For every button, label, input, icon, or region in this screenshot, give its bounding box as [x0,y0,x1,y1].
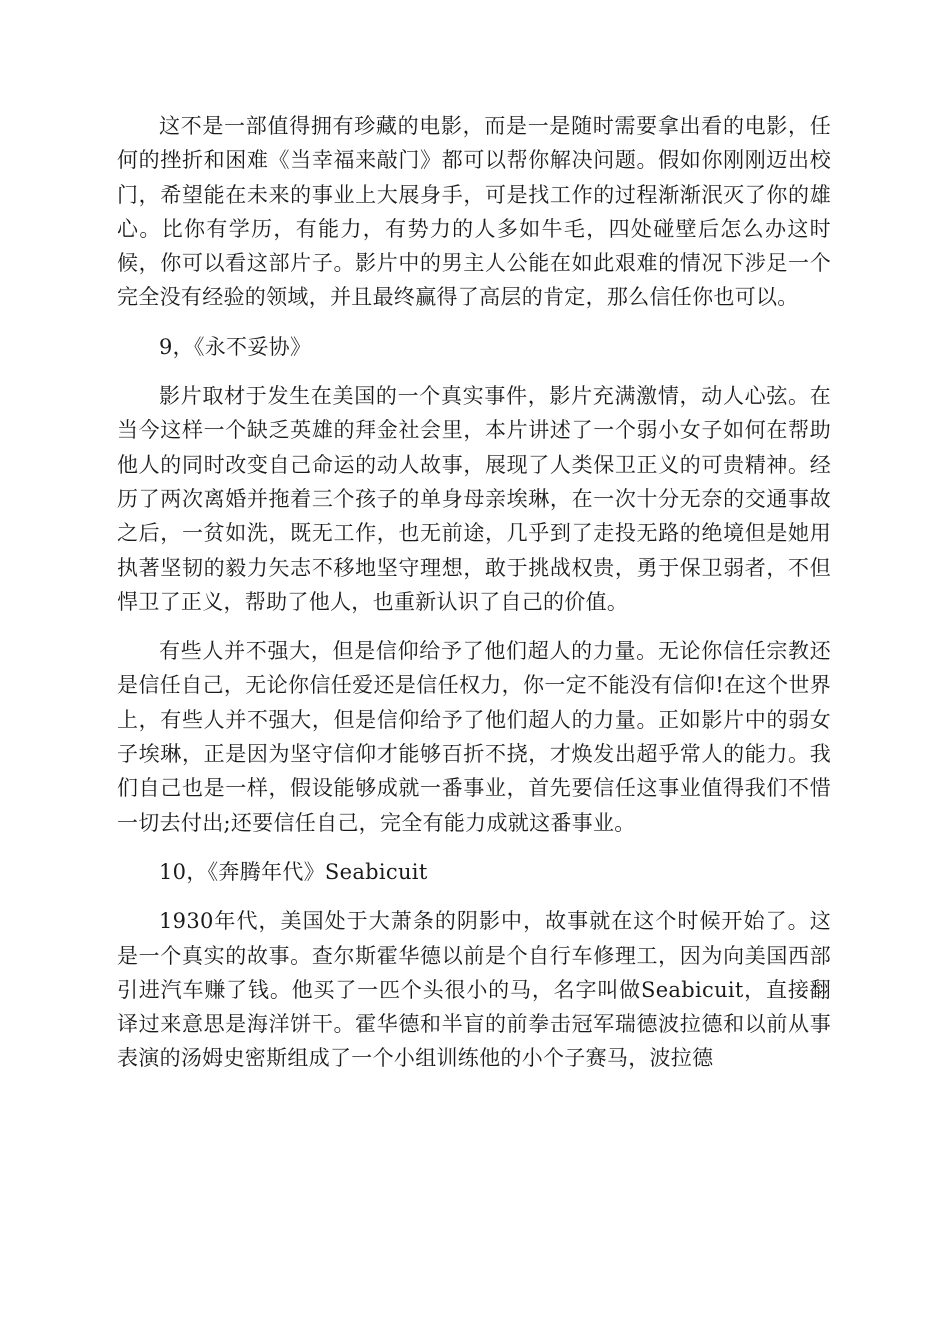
section-heading-seabiscuit: 10，《奔腾年代》Seabicuit [159,859,428,884]
paragraph-pursuit-of-happyness-review: 这不是一部值得拥有珍藏的电影，而是一是随时需要拿出看的电影，任何的挫折和困难《当幸福来敲门》都可以帮你解决问题。假如你刚刚迈出校门，希望能在未来的事业上大展身手，可是找工作的过程渐渐泯灭了你的雄心。比你有学历，有能力，有势力的人多如牛毛，四处碰壁后怎么办这时候，你可以看这部片子。影片中的男主人公能在如此艰难的情况下涉足一个完全没有经验的领域，并且最终赢得了高层的肯定，那么信任你也可以。 [117,114,831,310]
paragraph-seabiscuit-synopsis: 1930年代，美国处于大萧条的阴影中，故事就在这个时候开始了。这是一个真实的故事。查尔斯霍华德以前是个自行车修理工，因为向美国西部引进汽车赚了钱。他买了一匹个头很小的马，名字叫做Seabicuit，直接翻译过来意思是海洋饼干。霍华德和半盲的前拳击冠军瑞德波拉德和以前从事表演的汤姆史密斯组成了一个小组训练他的小个子赛马，波拉德 [117,909,831,1071]
section-heading-erin-brockovich: 9，《永不妥协》 [159,334,312,359]
document-body [117,109,831,1091]
paragraph-erin-brockovich-synopsis: 影片取材于发生在美国的一个真实事件，影片充满激情，动人心弦。在当今这样一个缺乏英雄的拜金社会里，本片讲述了一个弱小女子如何在帮助他人的同时改变自己命运的动人故事，展现了人类保卫正义的可贵精神。经历了两次离婚并拖着三个孩子的单身母亲埃琳，在一次十分无奈的交通事故之后，一贫如洗，既无工作，也无前途，几乎到了走投无路的绝境但是她用执著坚韧的毅力矢志不移地坚守理想，敢于挑战权贵，勇于保卫弱者，不但悍卫了正义，帮助了他人，也重新认识了自己的价值。 [117,384,831,614]
paragraph-faith-reflection: 有些人并不强大，但是信仰给予了他们超人的力量。无论你信任宗教还是信任自己，无论你信任爱还是信任权力，你一定不能没有信仰!在这个世界上，有些人并不强大，但是信仰给予了他们超人的力量。正如影片中的弱女子埃琳，正是因为坚守信仰才能够百折不挠，才焕发出超乎常人的能力。我们自己也是一样，假设能够成就一番事业，首先要信任这事业值得我们不惜一切去付出;还要信任自己，完全有能力成就这番事业。 [117,639,831,835]
